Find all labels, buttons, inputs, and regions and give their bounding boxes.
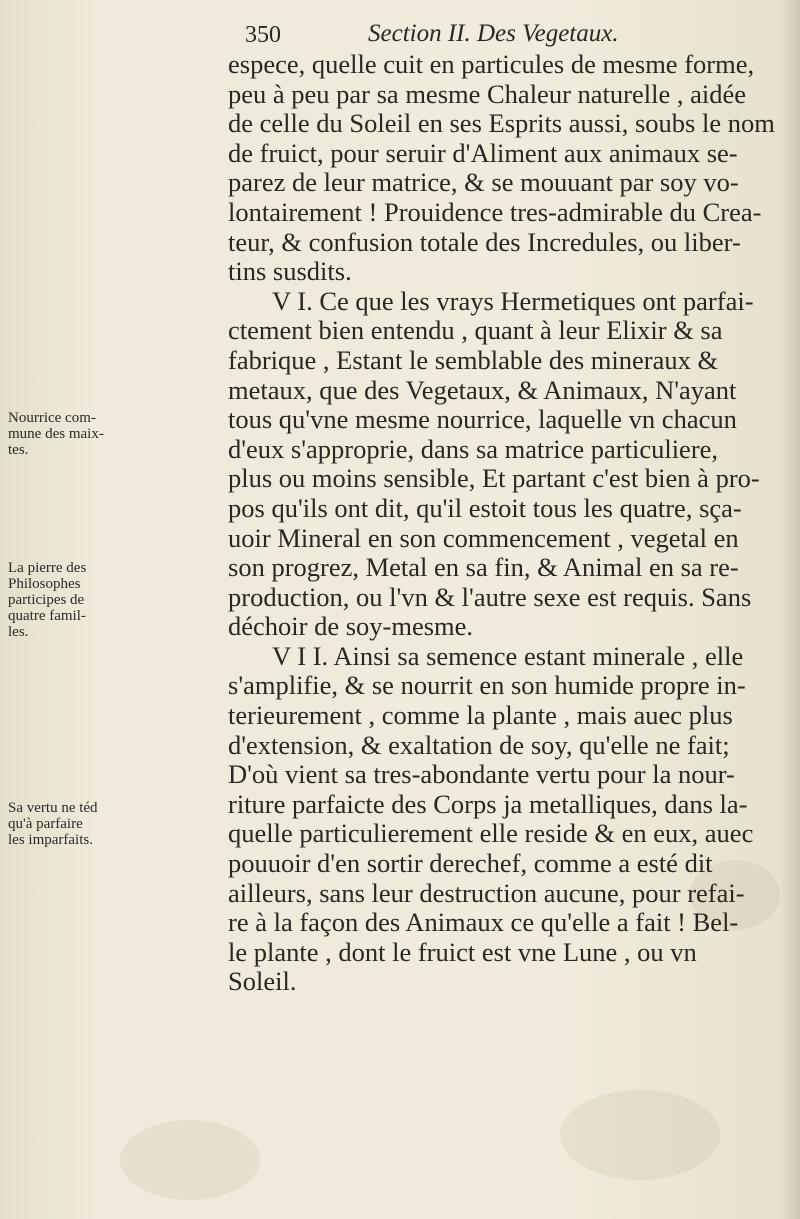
paper-stain	[120, 1120, 260, 1200]
margin-note-line: quatre famil-	[8, 608, 86, 624]
text-line: parez de leur matrice, & se mouuant par soy vo-	[228, 167, 739, 198]
text-line: ctement bien entendu , quant à leur Elixir & sa	[228, 315, 723, 346]
margin-note-line: La pierre des	[8, 560, 87, 576]
margin-note-line: Nourrice com-	[8, 410, 96, 426]
text-line: pos qu'ils ont dit, qu'il estoit tous les quatre, sça-	[228, 492, 742, 523]
text-line: déchoir de soy-mesme.	[228, 611, 474, 642]
margin-note-line: tes.	[8, 442, 29, 458]
text-line: V I. Ce que les vrays Hermetiques ont parfai-	[272, 285, 754, 316]
margin-note	[8, 560, 218, 640]
text-line: Soleil.	[228, 966, 297, 997]
margin-note-line: qu'à parfaire	[8, 816, 83, 832]
text-line: ailleurs, sans leur destruction aucune, pour refai-	[228, 877, 745, 908]
text-line: quelle particulierement elle reside & en eux, auec	[228, 818, 754, 849]
paper-stain	[560, 1090, 720, 1180]
margin-note-line: participes de	[8, 592, 85, 608]
margin-note-line: les.	[8, 624, 29, 640]
margin-note-line: Philosophes	[8, 576, 81, 592]
text-line: D'où vient sa tres-abondante vertu pour la nour-	[228, 759, 735, 790]
running-head: Section II. Des Vegetaux.	[368, 20, 619, 47]
page-number: 350	[245, 22, 281, 48]
text-line: fabrique , Estant le semblable des mineraux &	[228, 344, 719, 375]
text-line: d'extension, & exaltation de soy, qu'elle ne fait;	[228, 729, 730, 760]
margin-note	[8, 800, 218, 848]
text-line: terieurement , comme la plante , mais auec plus	[228, 700, 733, 731]
margin-note-line: les imparfaits.	[8, 832, 93, 848]
text-line: plus ou moins sensible, Et partant c'est bien à pro-	[228, 463, 760, 494]
text-line: tins susdits.	[228, 256, 352, 287]
text-line: peu à peu par sa mesme Chaleur naturelle , aidée	[228, 78, 746, 109]
text-line: metaux, que des Vegetaux, & Animaux, N'ayant	[228, 374, 737, 405]
margin-note	[8, 410, 218, 458]
text-line: pouuoir d'en sortir derechef, comme a esté dit	[228, 848, 713, 879]
text-line: riture parfaicte des Corps ja metalliques, dans la-	[228, 788, 748, 819]
text-line: espece, quelle cuit en particules de mesme forme,	[228, 49, 755, 79]
text-line: d'eux s'approprie, dans sa matrice particuliere,	[228, 433, 719, 464]
text-line: le plante , dont le fruict est vne Lune , ou vn	[228, 936, 697, 967]
text-line: uoir Mineral en son commencement , vegetal en	[228, 522, 739, 553]
text-line: son progrez, Metal en sa fin, & Animal en sa re-	[228, 552, 739, 583]
text-line: V I I. Ainsi sa semence estant minerale , elle	[272, 640, 744, 671]
text-line: re à la façon des Animaux ce qu'elle a fait ! Bel-	[228, 907, 739, 938]
margin-note-line: mune des maix-	[8, 426, 104, 442]
text-line: s'amplifie, & se nourrit en son humide propre in-	[228, 670, 746, 701]
text-line: de fruict, pour seruir d'Aliment aux animaux se-	[228, 137, 738, 168]
text-line: tous qu'vne mesme nourrice, laquelle vn chacun	[228, 404, 737, 435]
body-text	[228, 50, 788, 997]
text-line: de celle du Soleil en ses Esprits aussi, soubs le nom	[228, 108, 775, 139]
text-line: lontairement ! Prouidence tres-admirable du Crea-	[228, 196, 762, 227]
text-line: teur, & confusion totale des Incredules, ou liber-	[228, 226, 741, 257]
text-line: production, ou l'vn & l'autre sexe est requis. Sans	[228, 581, 752, 612]
margin-note-line: Sa vertu ne téd	[8, 800, 98, 816]
